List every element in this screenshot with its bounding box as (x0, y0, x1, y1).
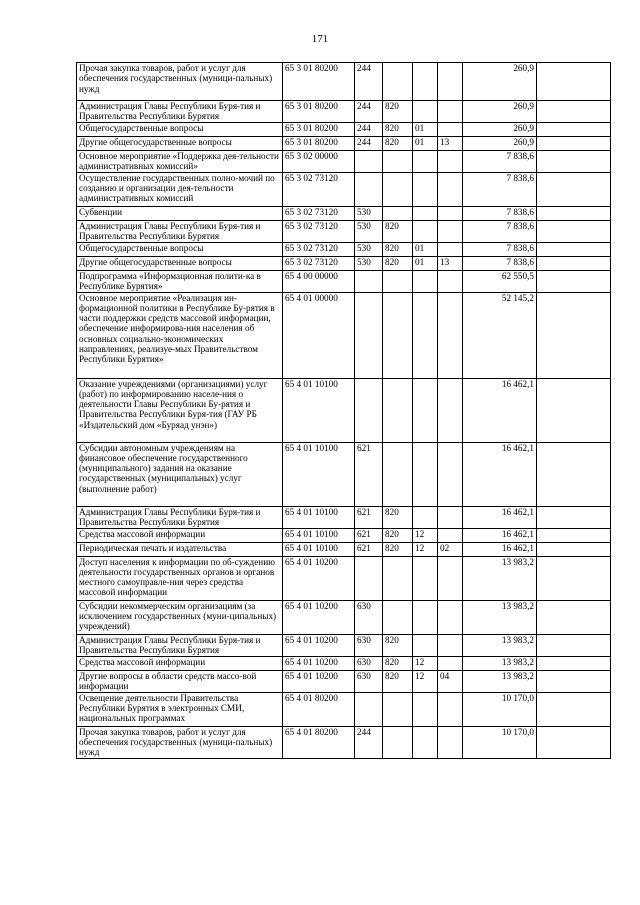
section-code-cell (413, 150, 438, 172)
table-row (77, 270, 611, 292)
section-code-cell: 01 (413, 256, 438, 270)
admin-code-cell (383, 556, 413, 600)
expense-type-code-cell: 244 (355, 726, 383, 758)
amount-cell: 16 462,1 (463, 542, 537, 556)
section-code-cell (413, 101, 438, 123)
amount-cell: 13 983,2 (463, 600, 537, 634)
expense-type-code-cell (355, 378, 383, 442)
table-row (77, 150, 611, 172)
section-code-cell: 12 (413, 656, 438, 670)
amount-cell: 16 462,1 (463, 378, 537, 442)
table-row (77, 172, 611, 206)
subsection-code-cell: 04 (438, 670, 463, 692)
section-code-cell (413, 634, 438, 656)
target-code-cell: 65 4 01 10200 (283, 670, 355, 692)
table-row (77, 600, 611, 634)
target-code-cell: 65 3 02 00000 (283, 150, 355, 172)
empty-cell (537, 63, 611, 101)
empty-cell (537, 256, 611, 270)
amount-cell: 7 838,6 (463, 242, 537, 256)
target-code-cell: 65 4 01 10100 (283, 378, 355, 442)
table-row (77, 206, 611, 220)
empty-cell (537, 122, 611, 136)
subsection-code-cell: 13 (438, 256, 463, 270)
amount-cell: 7 838,6 (463, 172, 537, 206)
subsection-code-cell (438, 656, 463, 670)
table-row (77, 542, 611, 556)
expense-type-code-cell (355, 172, 383, 206)
target-code-cell: 65 3 02 73120 (283, 220, 355, 242)
table-row (77, 556, 611, 600)
section-code-cell (413, 600, 438, 634)
admin-code-cell: 820 (383, 542, 413, 556)
admin-code-cell: 820 (383, 136, 413, 150)
subsection-code-cell (438, 600, 463, 634)
target-code-cell: 65 4 01 80200 (283, 692, 355, 726)
target-code-cell: 65 4 01 10100 (283, 528, 355, 542)
table-row (77, 506, 611, 528)
empty-cell (537, 726, 611, 758)
amount-cell: 260,9 (463, 136, 537, 150)
row-name-cell: Субвенции (77, 206, 283, 220)
expense-type-code-cell: 621 (355, 542, 383, 556)
subsection-code-cell (438, 634, 463, 656)
expense-type-code-cell: 630 (355, 634, 383, 656)
target-code-cell: 65 4 00 00000 (283, 270, 355, 292)
table-row (77, 726, 611, 758)
table-row (77, 528, 611, 542)
amount-cell: 7 838,6 (463, 256, 537, 270)
target-code-cell: 65 4 01 10200 (283, 556, 355, 600)
subsection-code-cell: 13 (438, 136, 463, 150)
subsection-code-cell (438, 242, 463, 256)
amount-cell: 62 550,5 (463, 270, 537, 292)
row-name-cell: Другие вопросы в области средств массо-вой информации (77, 670, 283, 692)
empty-cell (537, 378, 611, 442)
subsection-code-cell (438, 270, 463, 292)
target-code-cell: 65 3 01 80200 (283, 122, 355, 136)
admin-code-cell (383, 150, 413, 172)
subsection-code-cell (438, 528, 463, 542)
row-name-cell: Основное мероприятие «Поддержка дея-тельности административных комиссий» (77, 150, 283, 172)
admin-code-cell: 820 (383, 528, 413, 542)
target-code-cell: 65 3 02 73120 (283, 256, 355, 270)
admin-code-cell: 820 (383, 101, 413, 123)
empty-cell (537, 150, 611, 172)
table-row (77, 220, 611, 242)
subsection-code-cell (438, 101, 463, 123)
empty-cell (537, 136, 611, 150)
row-name-cell: Другие общегосударственные вопросы (77, 136, 283, 150)
expense-type-code-cell (355, 692, 383, 726)
section-code-cell: 01 (413, 136, 438, 150)
subsection-code-cell (438, 442, 463, 506)
table-row (77, 256, 611, 270)
admin-code-cell: 820 (383, 220, 413, 242)
section-code-cell (413, 63, 438, 101)
section-code-cell (413, 378, 438, 442)
amount-cell: 10 170,0 (463, 692, 537, 726)
amount-cell: 260,9 (463, 122, 537, 136)
empty-cell (537, 670, 611, 692)
amount-cell: 13 983,2 (463, 634, 537, 656)
admin-code-cell: 820 (383, 506, 413, 528)
row-name-cell: Оказание учреждениями (организациями) услуг (работ) по информированию населе-ния о деятельности Главы Республики Бу-рятия и Правительства Республики Буря-тия (ГАУ РБ «Издательский дом «Буряад унэн») (77, 378, 283, 442)
admin-code-cell (383, 270, 413, 292)
expense-type-code-cell: 630 (355, 656, 383, 670)
row-name-cell: Основное мероприятие «Реализация ин-формационной политики в Республике Бу-рятия в части поддержки средств массовой информации, обеспечение информирова-ния населения об основных социально-экономических направлениях, реализуе-мых Правительством Республики Бурятия» (77, 292, 283, 378)
subsection-code-cell (438, 692, 463, 726)
target-code-cell: 65 3 02 73120 (283, 172, 355, 206)
section-code-cell: 01 (413, 242, 438, 256)
subsection-code-cell (438, 292, 463, 378)
target-code-cell: 65 4 01 80200 (283, 726, 355, 758)
empty-cell (537, 692, 611, 726)
row-name-cell: Администрация Главы Республики Буря-тия и Правительства Республики Бурятия (77, 220, 283, 242)
amount-cell: 52 145,2 (463, 292, 537, 378)
subsection-code-cell (438, 122, 463, 136)
admin-code-cell (383, 726, 413, 758)
row-name-cell: Прочая закупка товаров, работ и услуг для обеспечения государственных (муници-пальных) нужд (77, 63, 283, 101)
empty-cell (537, 220, 611, 242)
expense-type-code-cell (355, 292, 383, 378)
table-row (77, 122, 611, 136)
section-code-cell (413, 726, 438, 758)
empty-cell (537, 528, 611, 542)
target-code-cell: 65 4 01 10100 (283, 506, 355, 528)
target-code-cell: 65 3 01 80200 (283, 136, 355, 150)
amount-cell: 16 462,1 (463, 442, 537, 506)
subsection-code-cell (438, 206, 463, 220)
empty-cell (537, 600, 611, 634)
amount-cell: 16 462,1 (463, 506, 537, 528)
subsection-code-cell (438, 220, 463, 242)
empty-cell (537, 270, 611, 292)
amount-cell: 7 838,6 (463, 220, 537, 242)
amount-cell: 260,9 (463, 101, 537, 123)
admin-code-cell (383, 442, 413, 506)
section-code-cell (413, 206, 438, 220)
empty-cell (537, 542, 611, 556)
empty-cell (537, 634, 611, 656)
target-code-cell: 65 4 01 10100 (283, 542, 355, 556)
amount-cell: 10 170,0 (463, 726, 537, 758)
table-body (77, 63, 611, 759)
table-row (77, 692, 611, 726)
row-name-cell: Подпрограмма «Информационная полити-ка в Республике Бурятия» (77, 270, 283, 292)
table-row (77, 101, 611, 123)
target-code-cell: 65 3 02 73120 (283, 242, 355, 256)
amount-cell: 13 983,2 (463, 556, 537, 600)
section-code-cell: 12 (413, 528, 438, 542)
table-row (77, 63, 611, 101)
subsection-code-cell (438, 150, 463, 172)
subsection-code-cell (438, 63, 463, 101)
target-code-cell: 65 4 01 00000 (283, 292, 355, 378)
amount-cell: 260,9 (463, 63, 537, 101)
empty-cell (537, 656, 611, 670)
table-row (77, 442, 611, 506)
amount-cell: 13 983,2 (463, 656, 537, 670)
expense-type-code-cell: 630 (355, 600, 383, 634)
target-code-cell: 65 3 01 80200 (283, 63, 355, 101)
admin-code-cell (383, 692, 413, 726)
row-name-cell: Субсидии автономным учреждениям на финансовое обеспечение государственного (муниципального) задания на оказание государственных (муниципальных) услуг (выполнение работ) (77, 442, 283, 506)
admin-code-cell: 820 (383, 670, 413, 692)
expense-type-code-cell: 530 (355, 220, 383, 242)
admin-code-cell: 820 (383, 656, 413, 670)
target-code-cell: 65 4 01 10200 (283, 600, 355, 634)
table-row (77, 242, 611, 256)
page-number: 171 (311, 33, 329, 45)
row-name-cell: Прочая закупка товаров, работ и услуг для обеспечения государственных (муници-пальных) нужд (77, 726, 283, 758)
target-code-cell: 65 3 02 73120 (283, 206, 355, 220)
target-code-cell: 65 4 01 10200 (283, 634, 355, 656)
row-name-cell: Периодическая печать и издательства (77, 542, 283, 556)
admin-code-cell (383, 292, 413, 378)
section-code-cell: 12 (413, 542, 438, 556)
expense-type-code-cell (355, 556, 383, 600)
admin-code-cell (383, 63, 413, 101)
row-name-cell: Общегосударственные вопросы (77, 122, 283, 136)
section-code-cell (413, 506, 438, 528)
section-code-cell (413, 292, 438, 378)
subsection-code-cell (438, 556, 463, 600)
table-row (77, 634, 611, 656)
row-name-cell: Общегосударственные вопросы (77, 242, 283, 256)
subsection-code-cell: 02 (438, 542, 463, 556)
table-row (77, 136, 611, 150)
expense-type-code-cell: 621 (355, 506, 383, 528)
amount-cell: 16 462,1 (463, 528, 537, 542)
row-name-cell: Средства массовой информации (77, 528, 283, 542)
row-name-cell: Администрация Главы Республики Буря-тия и Правительства Республики Бурятия (77, 506, 283, 528)
expense-type-code-cell: 621 (355, 442, 383, 506)
empty-cell (537, 442, 611, 506)
expense-type-code-cell: 244 (355, 136, 383, 150)
expense-type-code-cell: 244 (355, 101, 383, 123)
section-code-cell (413, 270, 438, 292)
section-code-cell (413, 692, 438, 726)
empty-cell (537, 506, 611, 528)
amount-cell: 7 838,6 (463, 150, 537, 172)
budget-table (76, 62, 611, 759)
expense-type-code-cell: 530 (355, 206, 383, 220)
subsection-code-cell (438, 726, 463, 758)
row-name-cell: Администрация Главы Республики Буря-тия и Правительства Республики Бурятия (77, 634, 283, 656)
section-code-cell: 01 (413, 122, 438, 136)
row-name-cell: Администрация Главы Республики Буря-тия и Правительства Республики Бурятия (77, 101, 283, 123)
empty-cell (537, 556, 611, 600)
table-row (77, 670, 611, 692)
target-code-cell: 65 4 01 10100 (283, 442, 355, 506)
empty-cell (537, 101, 611, 123)
section-code-cell (413, 172, 438, 206)
admin-code-cell (383, 378, 413, 442)
empty-cell (537, 206, 611, 220)
expense-type-code-cell: 530 (355, 256, 383, 270)
admin-code-cell: 820 (383, 122, 413, 136)
empty-cell (537, 292, 611, 378)
expense-type-code-cell: 530 (355, 242, 383, 256)
subsection-code-cell (438, 172, 463, 206)
expense-type-code-cell: 244 (355, 63, 383, 101)
subsection-code-cell (438, 506, 463, 528)
admin-code-cell: 820 (383, 634, 413, 656)
expense-type-code-cell (355, 150, 383, 172)
amount-cell: 13 983,2 (463, 670, 537, 692)
admin-code-cell (383, 600, 413, 634)
row-name-cell: Субсидии некоммерческим организациям (за исключением государственных (муни-ципальных) учреждений) (77, 600, 283, 634)
admin-code-cell (383, 206, 413, 220)
empty-cell (537, 242, 611, 256)
table-row (77, 292, 611, 378)
admin-code-cell: 820 (383, 256, 413, 270)
row-name-cell: Доступ населения к информации по об-суждению деятельности государственных органов и органов местного самоуправле-ния через средства массовой информации (77, 556, 283, 600)
empty-cell (537, 172, 611, 206)
section-code-cell (413, 556, 438, 600)
row-name-cell: Осуществление государственных полно-мочий по созданию и организации дея-тельности административных комиссий (77, 172, 283, 206)
expense-type-code-cell: 630 (355, 670, 383, 692)
target-code-cell: 65 3 01 80200 (283, 101, 355, 123)
table-row (77, 378, 611, 442)
expense-type-code-cell (355, 270, 383, 292)
row-name-cell: Другие общегосударственные вопросы (77, 256, 283, 270)
section-code-cell (413, 220, 438, 242)
amount-cell: 7 838,6 (463, 206, 537, 220)
section-code-cell (413, 442, 438, 506)
target-code-cell: 65 4 01 10200 (283, 656, 355, 670)
admin-code-cell (383, 172, 413, 206)
expense-type-code-cell: 621 (355, 528, 383, 542)
row-name-cell: Освещение деятельности Правительства Республики Бурятия в электронных СМИ, национальных программах (77, 692, 283, 726)
row-name-cell: Средства массовой информации (77, 656, 283, 670)
table-row (77, 656, 611, 670)
expense-type-code-cell: 244 (355, 122, 383, 136)
subsection-code-cell (438, 378, 463, 442)
section-code-cell: 12 (413, 670, 438, 692)
admin-code-cell: 820 (383, 242, 413, 256)
